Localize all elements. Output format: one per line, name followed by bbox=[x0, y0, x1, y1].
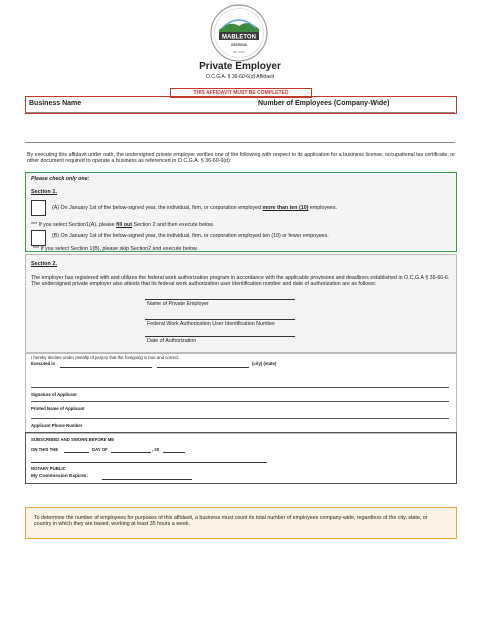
section-2-heading: Section 2. bbox=[31, 261, 57, 267]
authorization-date-line[interactable] bbox=[145, 336, 295, 337]
executed-state-line[interactable] bbox=[157, 367, 249, 368]
employer-name-line[interactable] bbox=[145, 299, 295, 300]
business-name-label: Business Name bbox=[29, 100, 82, 107]
option-a-checkbox[interactable] bbox=[31, 200, 46, 216]
section-2-body: The employer has registered with and utilizes the federal work authorization program in accordance with the applicable provisions and deadlines established in O.C.G.A § 36-60-6. The undersigned private employer also attests that its federal work authorization user identification number and date of authorization are as follows: bbox=[31, 275, 450, 288]
on-this-label: ON THIS THE bbox=[31, 447, 59, 452]
logo-name: MABLETON bbox=[222, 34, 256, 41]
perjury-declaration: I hereby declare under penalty of perjury that the foregoing is true and correct. bbox=[31, 355, 180, 360]
warning-banner: THIS AFFIDAVIT MUST BE COMPLETED bbox=[170, 88, 312, 98]
logo-est: Est. 2016 bbox=[233, 50, 245, 54]
header-underline bbox=[25, 112, 455, 113]
year-label: , 20 bbox=[152, 447, 160, 452]
notary-day-line[interactable] bbox=[64, 452, 89, 453]
notary-year-line[interactable] bbox=[163, 452, 185, 453]
employee-count-note: To determine the number of employees for purposes of this affidavit, a business must count its total number of employees company-wide, regardless of the city, state, or country in which they are based, working at least 35 hours a week. bbox=[34, 515, 428, 528]
option-a-text: (A) On January 1st of the below-signed year, the individual, firm, or corporation employed more than ten (10) employees. bbox=[52, 205, 337, 211]
phone-label: Applicant Phone Number bbox=[31, 423, 83, 428]
employees-label: Number of Employees (Company-Wide) bbox=[258, 100, 390, 107]
business-name-line[interactable] bbox=[25, 142, 455, 143]
phone-line[interactable] bbox=[31, 418, 449, 419]
logo-state: GEORGIA bbox=[230, 43, 248, 47]
option-b-note: *** If you select Section 1(B), please skip Section2 and execute below. bbox=[33, 246, 198, 252]
notary-signature-line[interactable] bbox=[31, 462, 267, 463]
city-state-label: (city) (state) bbox=[252, 361, 277, 366]
option-b-checkbox[interactable] bbox=[31, 230, 46, 246]
page-title: Private Employer bbox=[199, 61, 281, 72]
user-id-line[interactable] bbox=[145, 319, 295, 320]
employer-name-label: Name of Private Employer bbox=[147, 301, 209, 307]
user-id-label: Federal Work Authorization User Identification Number bbox=[147, 321, 275, 327]
check-one-label: Please check only one: bbox=[31, 176, 90, 182]
executed-in-label: Executed in bbox=[31, 361, 56, 366]
commission-expires-line[interactable] bbox=[102, 479, 192, 480]
notary-public-label: NOTARY PUBLIC bbox=[31, 466, 66, 471]
intro-text: By executing this affidavit under oath, the undersigned private employer verifies one of the following with respect to its application for a business license, occupational tax certificate, or other document required to operate a business as referenced in O.C.G.A. § 36-60-6(d): bbox=[27, 152, 456, 165]
authorization-date-label: Date of Authorization bbox=[147, 338, 197, 344]
notary-month-line[interactable] bbox=[111, 452, 151, 453]
printed-name-line[interactable] bbox=[31, 401, 449, 402]
signature-label: Signature of Applicant bbox=[31, 392, 77, 397]
executed-city-line[interactable] bbox=[60, 367, 152, 368]
section-2-panel bbox=[25, 254, 457, 354]
section-1-panel bbox=[25, 172, 457, 252]
printed-name-label: Printed Name of Applicant bbox=[31, 406, 85, 411]
commission-expires-label: My Commission Expires: bbox=[31, 474, 89, 479]
signature-line[interactable] bbox=[31, 387, 449, 388]
section-1-heading: Section 1. bbox=[31, 189, 57, 195]
sworn-label: SUBSCRIBED AND SWORN BEFORE ME bbox=[31, 437, 115, 442]
option-a-note: *** If you select Section1(A), please fill out Section 2 and then execute below. bbox=[31, 222, 215, 228]
page-subtitle: O.C.G.A. § 36-60-6(d) Affidavit bbox=[206, 74, 274, 80]
option-b-text: (B) On January 1st of the below-signed year, the individual, firm, or corporation employed ten (10) or fewer empoyees. bbox=[52, 233, 329, 239]
day-of-label: DAY OF bbox=[92, 447, 108, 452]
mableton-seal-logo bbox=[210, 4, 268, 62]
execution-panel bbox=[25, 352, 457, 434]
